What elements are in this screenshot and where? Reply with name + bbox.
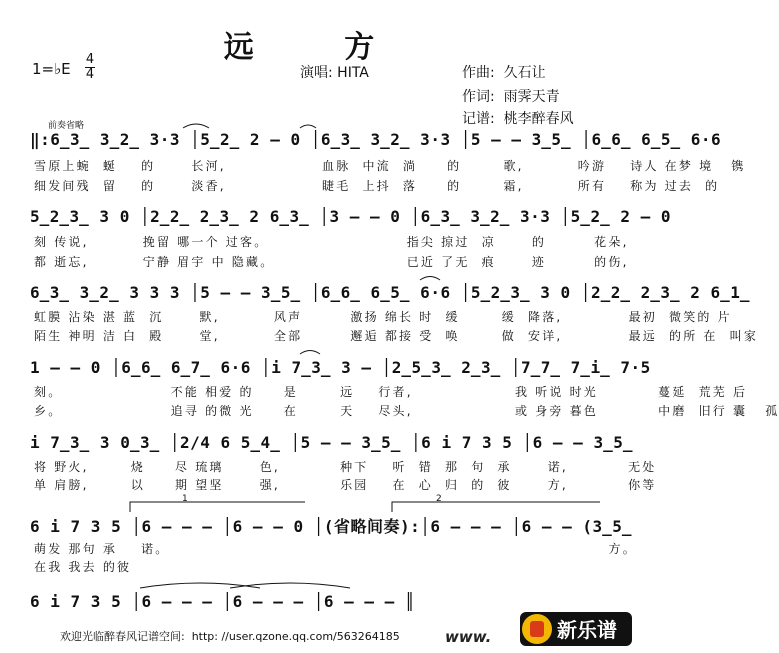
score-row-4-lyric-2: 乡。 追寻 的微 光 在 天 尽头, 或 身旁 暮色 中磨 旧行 囊 孤: [34, 404, 779, 418]
intro-note: 前奏省略: [48, 121, 85, 131]
key-signature: 1=♭E: [32, 60, 71, 78]
score-row-5-notes: i 7̲3̲ 3 0̲3̲ │2/4 6 5̲4̲ │5 – – 3̲5̲ │6 i 7 3 5 │6 – – 3̲5̲: [30, 433, 633, 452]
logo-badge-icon: [522, 614, 552, 644]
score-row-2-lyric-1: 刻 传说, 挽留 哪一个 过客。 指尖 掠过 凉 的 花朵,: [34, 235, 629, 249]
slur-mark: [420, 277, 440, 281]
volta-2-bracket: [392, 502, 600, 512]
score-row-1-lyric-2: 细发间残 留 的 淡香, 睫毛 上抖 落 的 霜, 所有 称为 过去 的: [34, 179, 720, 193]
time-signature-bottom: 4: [85, 67, 95, 82]
slur-mark: [300, 125, 316, 128]
score-row-2-notes: 5̲2̲3̲ 3 0 │2̲2̲ 2̲3̲ 2 6̲3̲ │3 – – 0 │6̲3̲ 3̲2̲ 3·3 │5̲2̲ 2 – 0: [30, 207, 671, 226]
site-logo: 新乐谱: [557, 618, 617, 642]
song-title: 远 方: [223, 30, 415, 65]
transcriber-credit: 记谱: 桃李醉春风: [462, 111, 574, 127]
time-signature-top: 4: [85, 52, 95, 67]
score-row-5-lyric-1: 将 野火, 烧 尽 琉璃 色, 种下 听 错 那 句 承 诺, 无处: [34, 460, 657, 474]
score-row-6-lyric-1: 萌发 那句 承 诺。 方。: [34, 542, 637, 556]
score-row-3-notes: 6̲3̲ 3̲2̲ 3 3 3 │5 – – 3̲5̲ │6̲6̲ 6̲5̲ 6·6 │5̲2̲3̲ 3 0 │2̲2̲ 2̲3̲ 2 6̲1̲: [30, 283, 751, 302]
slur-mark: [140, 583, 260, 588]
score-row-6-notes: 6 i 7 3 5 │6 – – – │6 – – 0 │(省略间奏):│6 – – – │6 – – (3̲5̲: [30, 517, 633, 536]
score-row-6-lyric-2: 在我 我去 的彼: [34, 560, 132, 574]
score-row-1-lyric-1: 雪原上蜿 蜒 的 长河, 血脉 中流 淌 的 歌, 吟游 诗人 在梦 境 镌: [34, 159, 746, 173]
score-row-1-notes: ‖:6̲3̲ 3̲2̲ 3·3 │5̲2̲ 2 – 0 │6̲3̲ 3̲2̲ 3·3 │5 – – 3̲5̲ │6̲6̲ 6̲5̲ 6·6: [30, 130, 722, 149]
volta-1-bracket: [130, 502, 305, 512]
score-row-4-lyric-1: 刻。 不能 相爱 的 是 远 行者, 我 听说 时光 蔓延 荒芜 后: [34, 385, 748, 399]
volta-1-label: 1: [182, 494, 188, 504]
score-row-4-notes: 1 – – 0 │6̲6̲ 6̲7̲ 6·6 │i 7̲3̲ 3 – │2̲5̲3̲ 2̲3̲ │7̲7̲ 7̲i̲ 7·5: [30, 358, 651, 377]
watermark-url: www.: [445, 628, 492, 646]
score-row-3-lyric-2: 陌生 神明 洁 白 殿 堂, 全部 邂逅 都接 受 唤 做 安详, 最远 的所 在 叫家: [34, 329, 759, 343]
score-row-7-notes: 6 i 7 3 5 │6 – – – │6 – – – │6 – – – ║: [30, 592, 416, 611]
slur-mark: [300, 351, 320, 355]
footer-text[interactable]: 欢迎光临醉春风记谱空间: http: //user.qzone.qq.com/563264185: [60, 630, 400, 643]
slur-mark: [183, 124, 209, 128]
score-row-5-lyric-2: 单 肩膀, 以 期 望坚 强, 乐园 在 心 归 的 彼 方, 你等: [34, 478, 657, 492]
lyricist-credit: 作词: 雨霁天青: [462, 89, 560, 105]
composer-credit: 作曲: 久石让: [462, 65, 546, 81]
score-row-3-lyric-1: 虹膜 沾染 湛 蓝 沉 默, 风声 激扬 绵长 时 缓 缓 降落, 最初 微笑的 片: [34, 310, 732, 324]
singer-credit: 演唱: HITA: [300, 65, 369, 81]
slur-mark: [230, 583, 350, 588]
volta-2-label: 2: [436, 494, 442, 504]
score-row-2-lyric-2: 都 逝忘, 宁静 眉宇 中 隐藏。 已近 了无 痕 迹 的伤,: [34, 255, 629, 269]
